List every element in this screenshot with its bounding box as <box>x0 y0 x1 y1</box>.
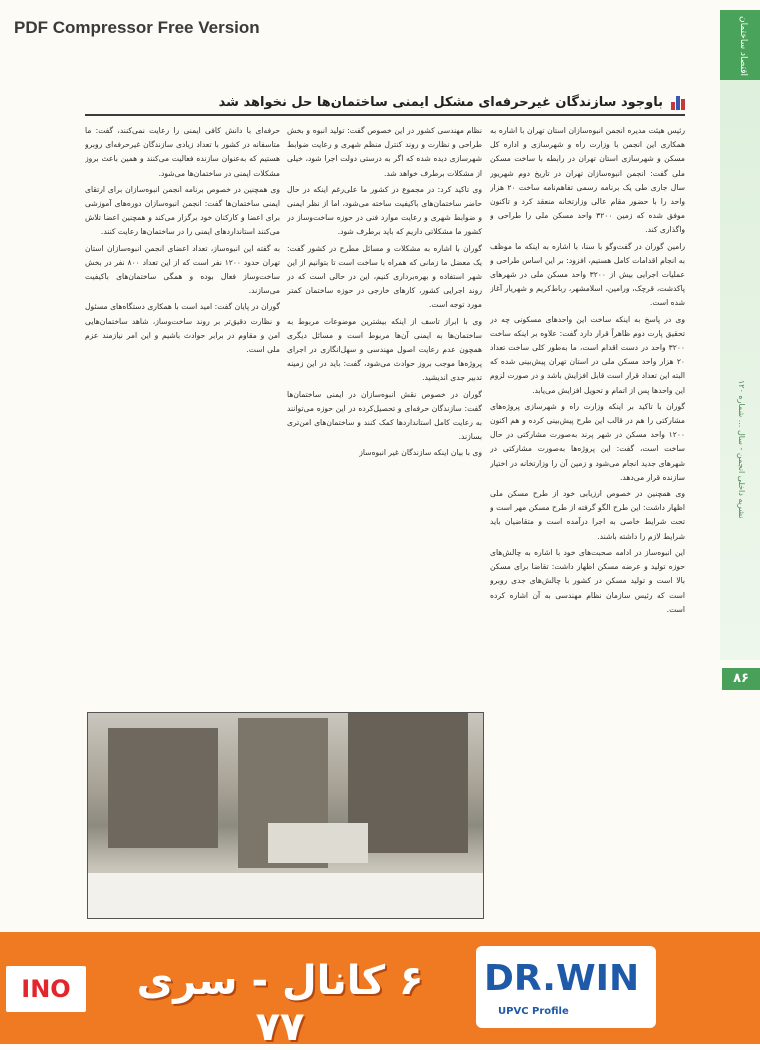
paragraph: نظام مهندسی کشور در این خصوص گفت: تولید انبوه و بخش طراحی و نظارت و روند کنترل منظم شهری و رعایت ضوابط شهرسازی دیده شده که اگر به درستی دولت اجرا شود، خیلی از مشکلات برطرف خواهد شد. <box>287 126 482 178</box>
paragraph: وی با ابراز تاسف از اینکه بیشترین موضوعات مربوط به ساختمان‌ها به ایمنی آن‌ها مربوط است و مسائل دیگری همچون عدم رعایت اصول مهندسی و سهل‌انگاری در اجرای پروژه‌ها موجب بروز حوادث می‌شود، گفت: باید در این زمینه تدبیر جدی اندیشید. <box>287 316 482 383</box>
ad-slogan: ۶ کانال - سری ۷۷ <box>136 958 424 1050</box>
paragraph: رامین گوران در گفت‌وگو با سنا، با اشاره به اینکه ما موظف به انجام اقدامات کامل هستیم، افزود: بر این اساس طراحی و عملیات اجرایی بیش از ۳۲۰۰ واحد مسکن ملی در شهرهای پاکدشت، قرچک، ورامین، اسلامشهر، رباط‌کریم و شهریار آغاز شده است. <box>490 241 685 308</box>
page-number: ۸۶ <box>722 668 760 690</box>
side-bar <box>720 80 760 660</box>
paragraph: گوران با تاکید بر اینکه وزارت راه و شهرسازی پروژه‌های مشارکتی را هم در قالب این طرح پیش‌بینی کرده و هم اکنون ۱۲۰۰ واحد مسکن در شهر پرند به‌صورت مشارکتی در حال ساخت است، گفت: این پروژه‌ها به‌صورت مشارکتی در شهرهای جدید انجام می‌شود و زمین آن را وزارتخانه در اختیار سازنده قرار می‌دهد. <box>490 401 685 482</box>
paragraph: وی در پاسخ به اینکه ساخت این واحدهای مسکونی چه در تحقیق پارت دوم ظاهراً قرار دارد گفت: علاوه بر اینکه ساخت ۳۲۰۰ واحد در دست اقدام است، ما به‌طور کلی ساخت تعداد ۲۰ هزار واحد مسکن ملی در استان تهران پیش‌بینی شده که البته این تعداد قرار است قابل افزایش باشد و در صورت لزوم این واحدها پس از اتمام و تحویل افزایش می‌یابد. <box>490 314 685 395</box>
column-left <box>85 124 280 698</box>
bar-chart-icon <box>671 94 685 110</box>
headline-row <box>85 90 685 116</box>
column-middle <box>287 124 482 698</box>
paragraph: رئیس هیئت مدیره انجمن انبوه‌سازان استان تهران با اشاره به همکاری این انجمن با وزارت راه و شهرسازی و اداره کل مسکن و شهرسازی استان تهران در رابطه با ساخت مسکن ملی گفت: انجمن انبوه‌سازان تهران در تاریخ دوم شهریور سال جاری طی یک برنامه رسمی تفاهم‌نامه ساخت ۲۰ هزار واحد را با حضور مقام عالی وزارتخانه منعقد کرد و تاکنون موفق شده که زمین ۳۲۰۰ واحد مسکن ملی را طراحی و واگذاری کند. <box>490 126 685 235</box>
section-tab-label: اقتصاد ساختمان <box>738 16 748 77</box>
paragraph: گوران با اشاره به مشکلات و مسائل مطرح در کشور گفت: یک معضل ما زمانی که همراه با ساخت است تا بتوانیم از این شهر استفاده و بهره‌برداری کنیم، این در حالی است که در روند اجرایی کشور، کارهای خارجی در حوزه ساختمان کمتر مورد توجه است. <box>287 243 482 310</box>
paragraph: وی تاکید کرد: در مجموع در کشور ما علی‌رغم اینکه در حال حاضر ساختمان‌های باکیفیت ساخته می‌شود، اما از نظر ایمنی و ضوابط شهری و رعایت موارد فنی در حوزه ساخت‌وساز در کشور ما مشکلاتی داریم که باید برطرف شود. <box>287 184 482 237</box>
headline: باوجود سازندگان غیرحرفه‌ای مشکل ایمنی ساختمان‌ها حل نخواهد شد <box>218 94 663 110</box>
construction-site-photo <box>87 712 484 919</box>
ino-logo: INO <box>6 966 86 1012</box>
watermark: PDF Compressor Free Version <box>14 18 260 37</box>
paragraph: وی همچنین در خصوص برنامه انجمن انبوه‌سازان برای ارتقای ایمنی ساختمان‌ها گفت: انجمن انبوه‌سازان دوره‌های آموزشی برای اعضا و کارکنان خود برگزار می‌کند و همچنین اعضا تلاش می‌کنند استانداردهای ایمنی را در ساختمان‌ها رعایت کنند. <box>85 184 280 237</box>
issue-line: نشریه داخلی انجمن - سال ... شماره ۱۲۰ <box>737 380 746 519</box>
paragraph: گوران در پایان گفت: امید است با همکاری دستگاه‌های مسئول و نظارت دقیق‌تر بر روند ساخت‌وساز، شاهد ساختمان‌هایی امن و مقاوم در برابر حوادث باشیم و این امر نیازمند عزم ملی است. <box>85 302 280 355</box>
column-right <box>490 124 685 924</box>
paragraph: حرفه‌ای با دانش کافی ایمنی را رعایت نمی‌کنند، گفت: ما متاسفانه در کشور با تعداد زیادی سازندگان غیرحرفه‌ای روبرو هستیم که به‌عنوان سازنده فعالیت می‌کنند و همین باعث بروز مشکلات ایمنی در ساختمان‌ها می‌شود. <box>85 126 280 178</box>
paragraph: این انبوه‌ساز در ادامه صحبت‌های خود با اشاره به چالش‌های حوزه تولید و عرضه مسکن اظهار داشت: تقاضا برای مسکن بالا است و تولید مسکن در کشور با چالش‌های جدی روبرو است که رئیس سازمان نظام مهندسی به آن اشاره کرده است. <box>490 547 685 614</box>
paragraph: وی همچنین در خصوص ارزیابی خود از طرح مسکن ملی اظهار داشت: این طرح الگو گرفته از طرح مسکن مهر است و تحت شرایط خاصی به اجرا درآمده است و متقاضیان باید شرایط لازم را داشته باشند. <box>490 489 685 541</box>
drwin-brand: DR.WIN <box>484 958 640 999</box>
paragraph: به گفته این انبوه‌ساز، تعداد اعضای انجمن انبوه‌سازان استان تهران حدود ۱۲۰۰ نفر است که از این تعداد ۸۰۰ نفر در بخش ساخت‌وساز فعال بوده و همگی ساختمان‌های باکیفیت می‌سازند. <box>85 243 280 296</box>
paragraph: وی با بیان اینکه سازندگان غیر انبوه‌ساز <box>359 448 482 458</box>
paragraph: گوران در خصوص نقش انبوه‌سازان در ایمنی ساختمان‌ها گفت: سازندگان حرفه‌ای و تحصیل‌کرده در این حوزه می‌توانند به رعایت کامل استانداردها کمک کنند و ساختمان‌های امن‌تری بسازند. <box>287 389 482 442</box>
drwin-subtitle: UPVC Profile <box>498 1006 569 1017</box>
